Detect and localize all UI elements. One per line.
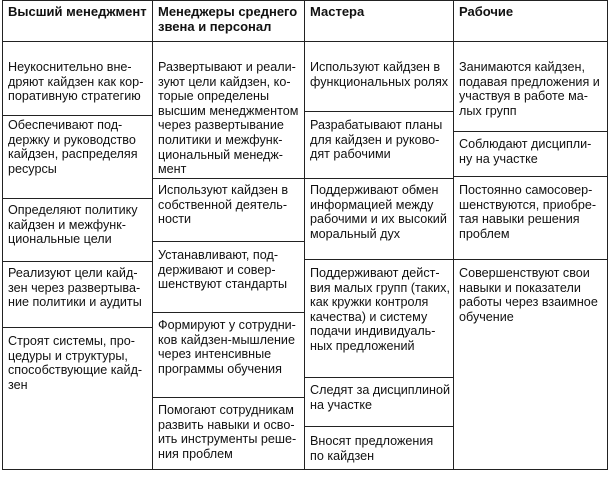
row-divider: [454, 131, 607, 132]
cell-middle-2: Используют кайдзен в собственной деятель- ности: [158, 183, 289, 227]
cell-middle-4: Формируют у сотрудни- ков кайдзен-мышление через интенсивные программы обучения: [158, 318, 296, 376]
header-middle-management: Менеджеры среднего звена и персонал: [153, 0, 305, 42]
table-bottom-border: [454, 469, 607, 470]
row-divider: [305, 426, 454, 427]
cell-foremen-3: Поддерживают обмен информацией между рабочими и их высокий моральный дух: [310, 183, 447, 241]
cell-workers-3: Постоянно самосовер- шенствуются, приобре- тая навыки решения проблем: [459, 183, 597, 241]
cell-foremen-5: Следят за дисциплиной на участке: [310, 383, 451, 412]
cell-middle-5: Помогают сотрудникам развить навыки и осво- ить инструменты реше- ния проблем: [158, 403, 297, 461]
header-foremen: Мастера: [305, 0, 454, 42]
row-divider: [3, 261, 153, 262]
cell-workers-1: Занимаются кайдзен, подавая предложения и участвуя в работе ма- лых групп: [459, 60, 600, 118]
cell-foremen-2: Разрабатывают планы для кайдзен и руково- дят рабочими: [310, 118, 443, 162]
cell-top-4: Реализуют цели кайд- зен через развертыва- ние политики и аудиты: [8, 266, 142, 310]
cell-top-3: Определяют политику кайдзен и межфунк- циональные цели: [8, 203, 138, 247]
row-divider: [153, 178, 305, 179]
row-divider: [305, 178, 454, 179]
row-divider: [454, 259, 607, 260]
row-divider: [3, 327, 153, 328]
header-top-management: Высший менеджмент: [3, 0, 153, 42]
cell-workers-2: Соблюдают дисципли- ну на участке: [459, 137, 592, 166]
table-bottom-border: [153, 469, 305, 470]
column-workers: [453, 0, 608, 470]
row-divider: [305, 111, 454, 112]
row-divider: [454, 176, 607, 177]
row-divider: [305, 377, 454, 378]
cell-foremen-4: Поддерживают дейст- вия малых групп (таких, как кружки контроля качества) и систему подачи индивидуаль- ных предложений: [310, 266, 450, 353]
cell-top-2: Обеспечивают под- держку и руководство кайдзен, распределяя ресурсы: [8, 118, 138, 176]
row-divider: [153, 241, 305, 242]
cell-middle-1: Развертывают и реали- зуют цели кайдзен, ко- торые определены высшим менеджментом через развертывание политики и межфунк- циональный менедж- мент: [158, 60, 299, 177]
cell-workers-4: Совершенствуют свои навыки и показатели работы через взаимное обучение: [459, 266, 598, 324]
cell-top-1: Неукоснительно вне- дряют кайдзен как кор- поративную стратегию: [8, 60, 144, 104]
column-middle-management: [152, 0, 305, 470]
header-workers: Рабочие: [454, 0, 607, 42]
table-bottom-border: [3, 469, 153, 470]
column-top-management: [2, 0, 153, 470]
column-foremen: [304, 0, 454, 470]
row-divider: [3, 115, 153, 116]
cell-top-5: Строят системы, про- цедуры и структуры, способствующие кайд- зен: [8, 334, 143, 392]
cell-middle-3: Устанавливают, под- держивают и совер- шенствуют стандарты: [158, 248, 288, 292]
cell-foremen-6: Вносят предложения по кайдзен: [310, 434, 434, 463]
row-divider: [153, 397, 305, 398]
table-bottom-border: [305, 469, 454, 470]
cell-foremen-1: Используют кайдзен в функциональных ролях: [310, 60, 449, 89]
row-divider: [305, 259, 454, 260]
row-divider: [153, 312, 305, 313]
row-divider: [3, 198, 153, 199]
